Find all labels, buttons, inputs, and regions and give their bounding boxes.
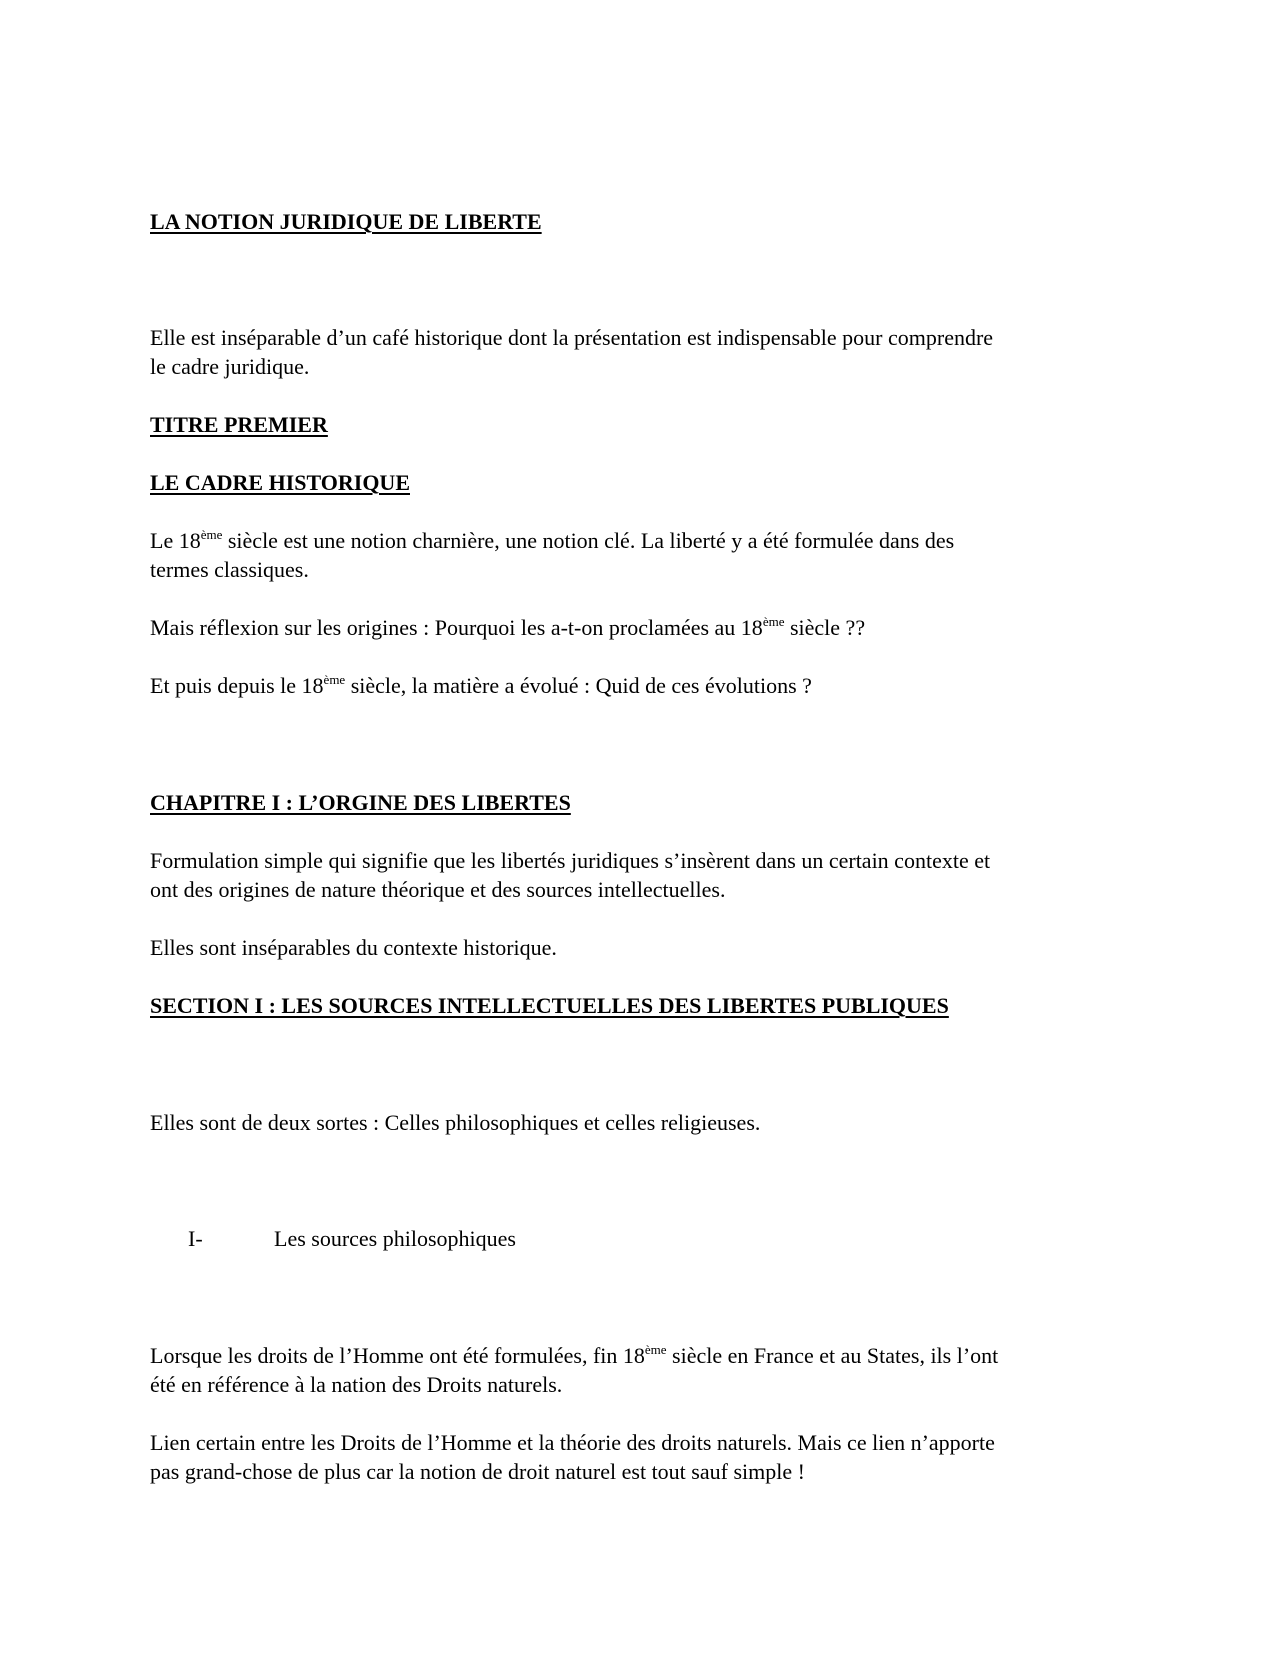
paragraph-lorsque-line-1 (150, 1341, 1140, 1370)
paragraph-lien-line-1: Lien certain entre les Droits de l’Homme et la théorie des droits naturels. Mais ce lien n’apporte (150, 1430, 995, 1455)
paragraph-deux-sortes: Elles sont de deux sortes : Celles philosophiques et celles religieuses. (150, 1110, 761, 1135)
text-segment: siècle, la matière a évolué : Quid de ces évolutions ? (345, 673, 812, 698)
superscript: ème (762, 614, 785, 629)
paragraph-depuis (150, 671, 1140, 700)
paragraph-inseparables: Elles sont inséparables du contexte historique. (150, 935, 557, 960)
paragraph-reflexion (150, 613, 1140, 642)
superscript: ème (200, 527, 223, 542)
paragraph-formulation-line-1: Formulation simple qui signifie que les libertés juridiques s’insèrent dans un certain contexte et (150, 848, 991, 873)
list-item-text: Les sources philosophiques (274, 1226, 516, 1251)
text-segment: Le 18 (150, 528, 201, 553)
chapitre-heading: CHAPITRE I : L’ORGINE DES LIBERTES (150, 790, 571, 815)
text-segment: siècle en France et au States, ils l’ont (666, 1343, 999, 1368)
paragraph-18eme-line-2: termes classiques. (150, 557, 309, 582)
paragraph-lien-line-2: pas grand-chose de plus car la notion de droit naturel est tout sauf simple ! (150, 1459, 805, 1484)
paragraph-formulation-line-2: ont des origines de nature théorique et des sources intellectuelles. (150, 877, 726, 902)
text-segment: siècle ?? (784, 615, 866, 640)
paragraph-18eme-line-1 (150, 526, 1140, 555)
document-title: LA NOTION JURIDIQUE DE LIBERTE (150, 209, 542, 234)
intro-line-1: Elle est inséparable d’un café historique dont la présentation est indispensable pour comprendre (150, 325, 994, 350)
text-segment: Lorsque les droits de l’Homme ont été formulées, fin 18 (150, 1343, 645, 1368)
text-segment: Et puis depuis le 18 (150, 673, 324, 698)
titre-premier-heading: TITRE PREMIER (150, 412, 328, 437)
cadre-historique-heading: LE CADRE HISTORIQUE (150, 470, 410, 495)
intro-line-2: le cadre juridique. (150, 354, 310, 379)
text-segment: Mais réflexion sur les origines : Pourquoi les a-t-on proclamées au 18 (150, 615, 763, 640)
list-item-number: I- (188, 1226, 203, 1251)
paragraph-lorsque-line-2: été en référence à la nation des Droits naturels. (150, 1372, 563, 1397)
superscript: ème (644, 1342, 667, 1357)
text-segment: siècle est une notion charnière, une notion clé. La liberté y a été formulée dans des (222, 528, 955, 553)
section-heading: SECTION I : LES SOURCES INTELLECTUELLES DES LIBERTES PUBLIQUES (150, 993, 949, 1018)
superscript: ème (323, 672, 346, 687)
